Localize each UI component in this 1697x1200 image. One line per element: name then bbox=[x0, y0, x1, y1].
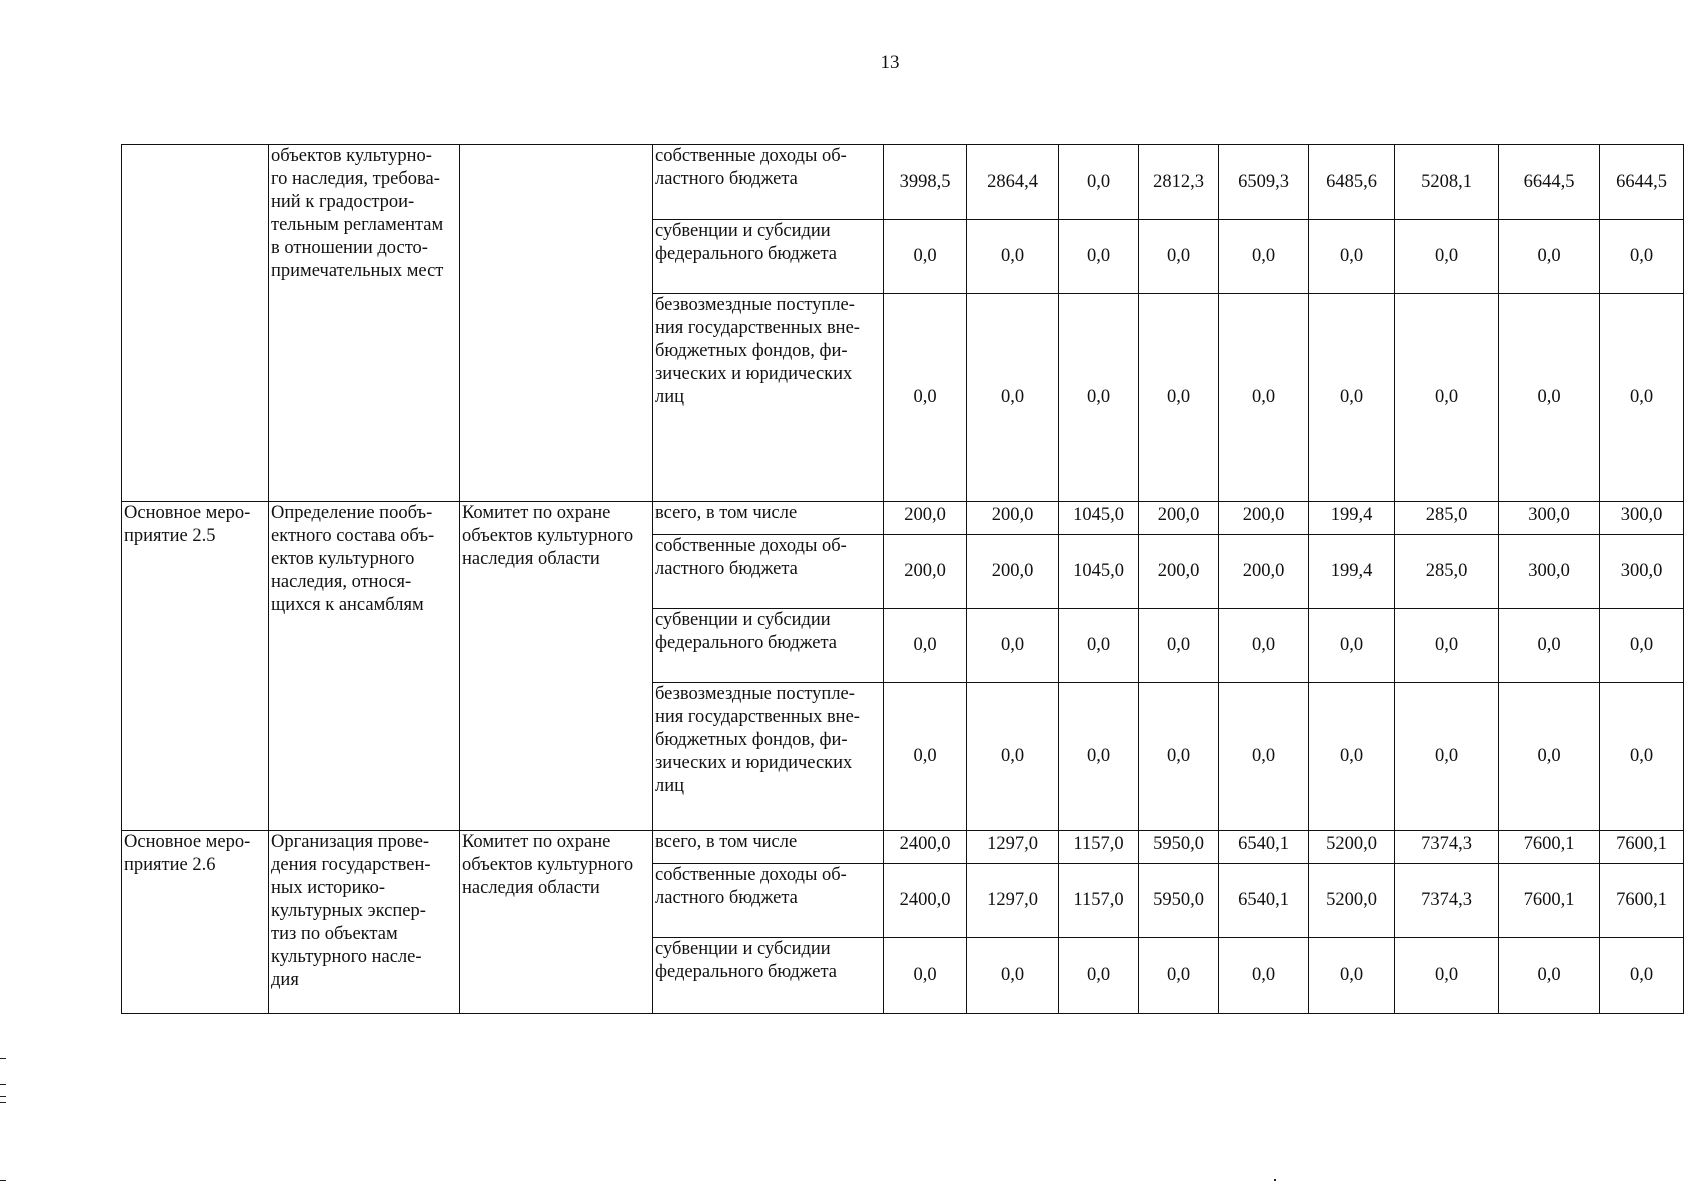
value-cell: 0,0 bbox=[1059, 220, 1139, 294]
value-cell: 0,0 bbox=[1499, 683, 1600, 831]
value-cell: 7600,1 bbox=[1499, 864, 1600, 938]
value-cell: 7374,3 bbox=[1395, 831, 1499, 864]
value-cell: 7374,3 bbox=[1395, 864, 1499, 938]
value-cell: 0,0 bbox=[1219, 609, 1309, 683]
scan-mark bbox=[1274, 1179, 1276, 1181]
value-cell: 0,0 bbox=[1219, 938, 1309, 1014]
value-cell: 0,0 bbox=[1139, 609, 1219, 683]
value-cell: 1297,0 bbox=[967, 831, 1059, 864]
description-cell: Определение пообъ- ектного состава объ- ектов культурного наследия, относя- щихся к ансамблям bbox=[269, 502, 460, 831]
page-number: 13 bbox=[880, 52, 900, 73]
table-row bbox=[122, 502, 1684, 535]
value-cell: 0,0 bbox=[884, 938, 967, 1014]
value-cell: 0,0 bbox=[1059, 145, 1139, 220]
value-cell: 1045,0 bbox=[1059, 502, 1139, 535]
value-cell: 0,0 bbox=[1395, 609, 1499, 683]
value-cell: 285,0 bbox=[1395, 502, 1499, 535]
value-cell: 2400,0 bbox=[884, 864, 967, 938]
value-cell: 5200,0 bbox=[1309, 864, 1395, 938]
funding-source-cell: субвенции и субсидии федерального бюджета bbox=[653, 938, 884, 1014]
value-cell: 0,0 bbox=[1395, 683, 1499, 831]
value-cell: 5950,0 bbox=[1139, 831, 1219, 864]
table-row bbox=[122, 831, 1684, 864]
value-cell: 300,0 bbox=[1600, 535, 1684, 609]
value-cell: 200,0 bbox=[967, 502, 1059, 535]
value-cell: 0,0 bbox=[1059, 938, 1139, 1014]
value-cell: 0,0 bbox=[1395, 220, 1499, 294]
measure-cell bbox=[122, 145, 269, 502]
description-cell: объектов культурно- го наследия, требова- ний к градострои- тельным регламентам в отношении досто- примечательных мест bbox=[269, 145, 460, 502]
value-cell: 0,0 bbox=[1059, 609, 1139, 683]
executor-cell: Комитет по охране объектов культурного наследия области bbox=[460, 502, 653, 831]
value-cell: 6485,6 bbox=[1309, 145, 1395, 220]
value-cell: 7600,1 bbox=[1600, 831, 1684, 864]
value-cell: 0,0 bbox=[1219, 294, 1309, 502]
funding-source-cell: собственные доходы об- ластного бюджета bbox=[653, 864, 884, 938]
value-cell: 0,0 bbox=[967, 938, 1059, 1014]
scan-mark bbox=[0, 1180, 6, 1181]
value-cell: 3998,5 bbox=[884, 145, 967, 220]
value-cell: 0,0 bbox=[1139, 220, 1219, 294]
value-cell: 200,0 bbox=[884, 535, 967, 609]
value-cell: 6509,3 bbox=[1219, 145, 1309, 220]
funding-source-cell: всего, в том числе bbox=[653, 831, 884, 864]
value-cell: 0,0 bbox=[1139, 938, 1219, 1014]
budget-table bbox=[121, 144, 1684, 1014]
scan-mark bbox=[0, 1084, 6, 1085]
value-cell: 0,0 bbox=[1395, 938, 1499, 1014]
value-cell: 0,0 bbox=[884, 220, 967, 294]
value-cell: 0,0 bbox=[1499, 938, 1600, 1014]
value-cell: 0,0 bbox=[1139, 294, 1219, 502]
value-cell: 2812,3 bbox=[1139, 145, 1219, 220]
value-cell: 6644,5 bbox=[1499, 145, 1600, 220]
value-cell: 5200,0 bbox=[1309, 831, 1395, 864]
value-cell: 0,0 bbox=[1139, 683, 1219, 831]
value-cell: 0,0 bbox=[1395, 294, 1499, 502]
executor-cell bbox=[460, 145, 653, 502]
funding-source-cell: собственные доходы об- ластного бюджета bbox=[653, 535, 884, 609]
value-cell: 2400,0 bbox=[884, 831, 967, 864]
value-cell: 0,0 bbox=[1219, 220, 1309, 294]
value-cell: 0,0 bbox=[1309, 938, 1395, 1014]
value-cell: 0,0 bbox=[884, 609, 967, 683]
scan-mark bbox=[0, 1096, 6, 1097]
value-cell: 0,0 bbox=[1499, 294, 1600, 502]
value-cell: 200,0 bbox=[884, 502, 967, 535]
value-cell: 0,0 bbox=[967, 609, 1059, 683]
value-cell: 0,0 bbox=[1309, 294, 1395, 502]
table-row bbox=[122, 145, 1684, 220]
value-cell: 0,0 bbox=[967, 220, 1059, 294]
value-cell: 200,0 bbox=[967, 535, 1059, 609]
funding-source-cell: субвенции и субсидии федерального бюджета bbox=[653, 220, 884, 294]
value-cell: 0,0 bbox=[1600, 220, 1684, 294]
value-cell: 199,4 bbox=[1309, 502, 1395, 535]
value-cell: 0,0 bbox=[1499, 220, 1600, 294]
value-cell: 2864,4 bbox=[967, 145, 1059, 220]
scan-mark bbox=[0, 1058, 6, 1059]
value-cell: 0,0 bbox=[884, 683, 967, 831]
value-cell: 0,0 bbox=[884, 294, 967, 502]
value-cell: 1157,0 bbox=[1059, 831, 1139, 864]
value-cell: 0,0 bbox=[1059, 683, 1139, 831]
value-cell: 300,0 bbox=[1499, 502, 1600, 535]
value-cell: 6644,5 bbox=[1600, 145, 1684, 220]
value-cell: 200,0 bbox=[1219, 502, 1309, 535]
measure-cell: Основное меро- приятие 2.6 bbox=[122, 831, 269, 1014]
value-cell: 0,0 bbox=[967, 683, 1059, 831]
value-cell: 1297,0 bbox=[967, 864, 1059, 938]
funding-source-cell: собственные доходы об- ластного бюджета bbox=[653, 145, 884, 220]
value-cell: 5950,0 bbox=[1139, 864, 1219, 938]
value-cell: 0,0 bbox=[1309, 220, 1395, 294]
value-cell: 0,0 bbox=[1600, 683, 1684, 831]
value-cell: 200,0 bbox=[1219, 535, 1309, 609]
value-cell: 7600,1 bbox=[1499, 831, 1600, 864]
value-cell: 1045,0 bbox=[1059, 535, 1139, 609]
executor-cell: Комитет по охране объектов культурного наследия области bbox=[460, 831, 653, 1014]
value-cell: 0,0 bbox=[1499, 609, 1600, 683]
value-cell: 1157,0 bbox=[1059, 864, 1139, 938]
value-cell: 200,0 bbox=[1139, 502, 1219, 535]
value-cell: 0,0 bbox=[1600, 938, 1684, 1014]
value-cell: 7600,1 bbox=[1600, 864, 1684, 938]
value-cell: 285,0 bbox=[1395, 535, 1499, 609]
value-cell: 6540,1 bbox=[1219, 831, 1309, 864]
value-cell: 0,0 bbox=[1600, 294, 1684, 502]
value-cell: 199,4 bbox=[1309, 535, 1395, 609]
value-cell: 5208,1 bbox=[1395, 145, 1499, 220]
description-cell: Организация прове- дения государствен- ных историко- культурных экспер- тиз по объектам культурного насле- дия bbox=[269, 831, 460, 1014]
funding-source-cell: безвозмездные поступле- ния государственных вне- бюджетных фондов, фи- зических и юридических лиц bbox=[653, 683, 884, 831]
value-cell: 0,0 bbox=[1309, 683, 1395, 831]
value-cell: 200,0 bbox=[1139, 535, 1219, 609]
value-cell: 6540,1 bbox=[1219, 864, 1309, 938]
value-cell: 300,0 bbox=[1600, 502, 1684, 535]
value-cell: 0,0 bbox=[1600, 609, 1684, 683]
funding-source-cell: безвозмездные поступле- ния государственных вне- бюджетных фондов, фи- зических и юридических лиц bbox=[653, 294, 884, 502]
funding-source-cell: всего, в том числе bbox=[653, 502, 884, 535]
value-cell: 0,0 bbox=[967, 294, 1059, 502]
value-cell: 300,0 bbox=[1499, 535, 1600, 609]
measure-cell: Основное меро- приятие 2.5 bbox=[122, 502, 269, 831]
scan-mark bbox=[0, 1102, 6, 1103]
value-cell: 0,0 bbox=[1219, 683, 1309, 831]
funding-source-cell: субвенции и субсидии федерального бюджета bbox=[653, 609, 884, 683]
value-cell: 0,0 bbox=[1059, 294, 1139, 502]
budget-table-body bbox=[122, 145, 1684, 1014]
value-cell: 0,0 bbox=[1309, 609, 1395, 683]
